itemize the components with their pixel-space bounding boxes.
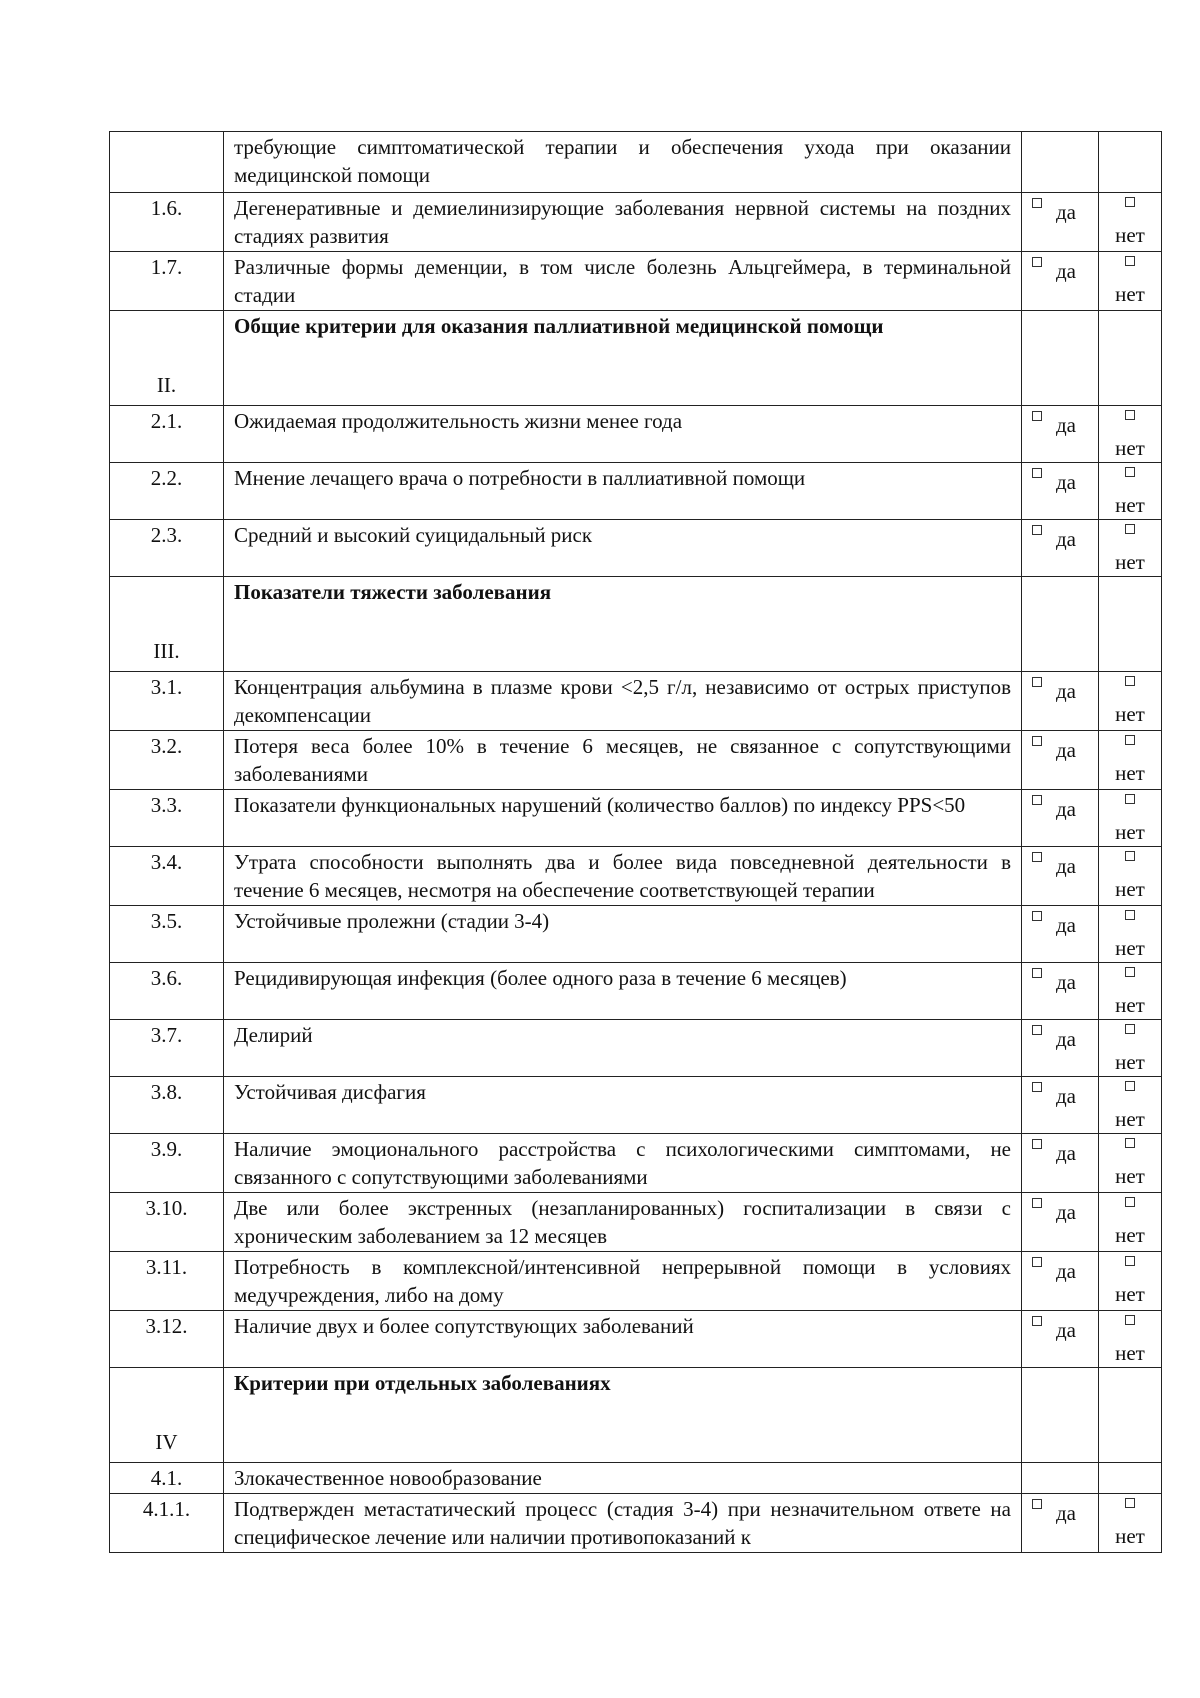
yes-cell [1022,1494,1099,1553]
yes-cell [1022,252,1099,311]
table-row [110,672,1162,731]
no-checkbox[interactable] [1125,910,1135,920]
criterion-text: Делирий [224,1020,1022,1077]
criterion-text: Рецидивирующая инфекция (более одного раза в течение 6 месяцев) [224,963,1022,1020]
no-cell [1099,731,1162,790]
no-label: нет [1115,993,1145,1017]
row-number: 1.7. [110,252,224,311]
table-row [110,847,1162,906]
no-checkbox[interactable] [1125,256,1135,266]
no-label: нет [1115,1050,1145,1074]
row-number: III. [110,577,224,672]
yes-cell [1022,1252,1099,1311]
criterion-text: Наличие эмоционального расстройства с психологическими симптомами, не связанного с сопутствующими заболеваниями [224,1134,1022,1193]
criterion-text: Ожидаемая продолжительность жизни менее года [224,406,1022,463]
table-row [110,1494,1162,1553]
no-cell [1099,463,1162,520]
no-checkbox[interactable] [1125,1256,1135,1266]
yes-label: да [1056,738,1077,762]
row-number: 4.1. [110,1463,224,1494]
yes-cell [1022,406,1099,463]
yes-label: да [1056,1501,1077,1525]
criterion-text: Устойчивая дисфагия [224,1077,1022,1134]
yes-cell [1022,1311,1099,1368]
table-row [110,906,1162,963]
row-number: 3.5. [110,906,224,963]
no-checkbox[interactable] [1125,676,1135,686]
row-number: 1.6. [110,193,224,252]
yes-cell [1022,790,1099,847]
no-checkbox[interactable] [1125,1197,1135,1207]
row-number: 4.1.1. [110,1494,224,1553]
no-cell [1099,847,1162,906]
yes-cell [1022,1077,1099,1134]
yes-cell [1022,1020,1099,1077]
table-row [110,1463,1162,1494]
no-cell [1099,406,1162,463]
no-checkbox[interactable] [1125,1081,1135,1091]
yes-checkbox[interactable] [1032,677,1042,687]
section-row [110,311,1162,406]
document-page [109,131,1161,1553]
yes-checkbox[interactable] [1032,1025,1042,1035]
row-number: 3.4. [110,847,224,906]
table-row [110,731,1162,790]
table-row [110,406,1162,463]
row-number: 2.3. [110,520,224,577]
yes-checkbox[interactable] [1032,198,1042,208]
no-checkbox[interactable] [1125,524,1135,534]
criterion-text: Дегенеративные и демиелинизирующие заболевания нервной системы на поздних стадиях развития [224,193,1022,252]
yes-cell [1022,463,1099,520]
no-checkbox[interactable] [1125,1138,1135,1148]
yes-cell [1022,1463,1099,1494]
yes-cell [1022,311,1099,406]
no-label: нет [1115,702,1145,726]
criterion-text: Различные формы деменции, в том числе болезнь Альцгеймера, в терминальной стадии [224,252,1022,311]
table-row [110,1193,1162,1252]
no-label: нет [1115,493,1145,517]
no-label: нет [1115,1282,1145,1306]
no-checkbox[interactable] [1125,851,1135,861]
no-cell [1099,1252,1162,1311]
yes-label: да [1056,1084,1077,1108]
section-row [110,577,1162,672]
row-number: IV [110,1368,224,1463]
no-label: нет [1115,1107,1145,1131]
no-cell [1099,672,1162,731]
table-row [110,963,1162,1020]
yes-checkbox[interactable] [1032,468,1042,478]
no-cell [1099,132,1162,193]
criterion-text: Две или более экстренных (незапланированных) госпитализации в связи с хроническим заболеванием за 12 месяцев [224,1193,1022,1252]
no-label: нет [1115,550,1145,574]
criterion-text: Утрата способности выполнять два и более вида повседневной деятельности в течение 6 месяцев, несмотря на обеспечение соответствующей терапии [224,847,1022,906]
no-checkbox[interactable] [1125,735,1135,745]
yes-checkbox[interactable] [1032,1082,1042,1092]
no-label: нет [1115,820,1145,844]
criterion-text: Концентрация альбумина в плазме крови <2,5 г/л, независимо от острых приступов декомпенсации [224,672,1022,731]
yes-label: да [1056,1027,1077,1051]
yes-checkbox[interactable] [1032,1139,1042,1149]
table-row [110,1077,1162,1134]
yes-cell [1022,132,1099,193]
no-label: нет [1115,1164,1145,1188]
criterion-text: Потеря веса более 10% в течение 6 месяцев, не связанное с сопутствующими заболеваниями [224,731,1022,790]
table-row [110,520,1162,577]
yes-cell [1022,1193,1099,1252]
row-number: 3.3. [110,790,224,847]
no-label: нет [1115,1524,1145,1548]
no-cell [1099,1134,1162,1193]
table-row [110,463,1162,520]
yes-label: да [1056,1200,1077,1224]
row-number [110,132,224,193]
no-cell [1099,1368,1162,1463]
no-checkbox[interactable] [1125,967,1135,977]
row-number: 3.1. [110,672,224,731]
criterion-text: Наличие двух и более сопутствующих заболеваний [224,1311,1022,1368]
yes-checkbox[interactable] [1032,852,1042,862]
section-heading: Показатели тяжести заболевания [224,577,1022,672]
table-row [110,1311,1162,1368]
no-cell [1099,1311,1162,1368]
no-label: нет [1115,877,1145,901]
no-cell [1099,906,1162,963]
criteria-rows [110,132,1162,1553]
criterion-text: требующие симптоматической терапии и обеспечения ухода при оказании медицинской помощи [224,132,1022,193]
yes-label: да [1056,1318,1077,1342]
criterion-text: Подтвержден метастатический процесс (стадия 3-4) при незначительном ответе на специфическое лечение или наличии противопоказаний к [224,1494,1022,1553]
yes-cell [1022,520,1099,577]
table-row [110,1020,1162,1077]
yes-label: да [1056,1141,1077,1165]
no-checkbox[interactable] [1125,1498,1135,1508]
yes-cell [1022,906,1099,963]
criterion-text: Устойчивые пролежни (стадии 3-4) [224,906,1022,963]
no-checkbox[interactable] [1125,410,1135,420]
yes-checkbox[interactable] [1032,257,1042,267]
yes-label: да [1056,679,1077,703]
table-row [110,1134,1162,1193]
no-cell [1099,577,1162,672]
yes-label: да [1056,413,1077,437]
yes-cell [1022,1368,1099,1463]
yes-checkbox[interactable] [1032,1499,1042,1509]
yes-checkbox[interactable] [1032,968,1042,978]
yes-label: да [1056,1259,1077,1283]
section-heading: Критерии при отдельных заболеваниях [224,1368,1022,1463]
row-number: 3.7. [110,1020,224,1077]
no-cell [1099,1193,1162,1252]
table-row [110,790,1162,847]
no-label: нет [1115,282,1145,306]
no-checkbox[interactable] [1125,1024,1135,1034]
yes-label: да [1056,200,1077,224]
yes-checkbox[interactable] [1032,1316,1042,1326]
no-label: нет [1115,761,1145,785]
yes-checkbox[interactable] [1032,525,1042,535]
no-cell [1099,252,1162,311]
yes-checkbox[interactable] [1032,736,1042,746]
row-number: 2.2. [110,463,224,520]
no-cell [1099,311,1162,406]
no-cell [1099,1077,1162,1134]
yes-cell [1022,1134,1099,1193]
yes-cell [1022,963,1099,1020]
criterion-text: Показатели функциональных нарушений (количество баллов) по индексу PPS<50 [224,790,1022,847]
yes-cell [1022,577,1099,672]
criterion-text: Злокачественное новообразование [224,1463,1022,1494]
table-row [110,252,1162,311]
row-number: 3.8. [110,1077,224,1134]
yes-cell [1022,672,1099,731]
no-cell [1099,1494,1162,1553]
row-number: II. [110,311,224,406]
yes-checkbox[interactable] [1032,411,1042,421]
no-checkbox[interactable] [1125,467,1135,477]
yes-cell [1022,193,1099,252]
row-number: 3.6. [110,963,224,1020]
no-label: нет [1115,1341,1145,1365]
yes-cell [1022,731,1099,790]
yes-label: да [1056,854,1077,878]
yes-label: да [1056,259,1077,283]
no-label: нет [1115,936,1145,960]
section-heading: Общие критерии для оказания паллиативной медицинской помощи [224,311,1022,406]
criterion-text: Потребность в комплексной/интенсивной непрерывной помощи в условиях медучреждения, либо на дому [224,1252,1022,1311]
row-number: 3.11. [110,1252,224,1311]
yes-label: да [1056,470,1077,494]
no-label: нет [1115,436,1145,460]
table-row [110,1252,1162,1311]
criterion-text: Средний и высокий суицидальный риск [224,520,1022,577]
no-cell [1099,963,1162,1020]
no-cell [1099,193,1162,252]
no-cell [1099,790,1162,847]
criteria-table [109,131,1162,1553]
no-label: нет [1115,223,1145,247]
no-cell [1099,1463,1162,1494]
no-cell [1099,1020,1162,1077]
no-cell [1099,520,1162,577]
no-checkbox[interactable] [1125,794,1135,804]
yes-label: да [1056,913,1077,937]
table-row [110,132,1162,193]
yes-label: да [1056,797,1077,821]
criterion-text: Мнение лечащего врача о потребности в паллиативной помощи [224,463,1022,520]
yes-checkbox[interactable] [1032,1198,1042,1208]
yes-cell [1022,847,1099,906]
section-row [110,1368,1162,1463]
yes-checkbox[interactable] [1032,795,1042,805]
row-number: 3.10. [110,1193,224,1252]
yes-label: да [1056,970,1077,994]
row-number: 3.2. [110,731,224,790]
yes-checkbox[interactable] [1032,911,1042,921]
yes-label: да [1056,527,1077,551]
no-checkbox[interactable] [1125,197,1135,207]
no-checkbox[interactable] [1125,1315,1135,1325]
no-label: нет [1115,1223,1145,1247]
table-row [110,193,1162,252]
row-number: 3.12. [110,1311,224,1368]
row-number: 3.9. [110,1134,224,1193]
row-number: 2.1. [110,406,224,463]
yes-checkbox[interactable] [1032,1257,1042,1267]
